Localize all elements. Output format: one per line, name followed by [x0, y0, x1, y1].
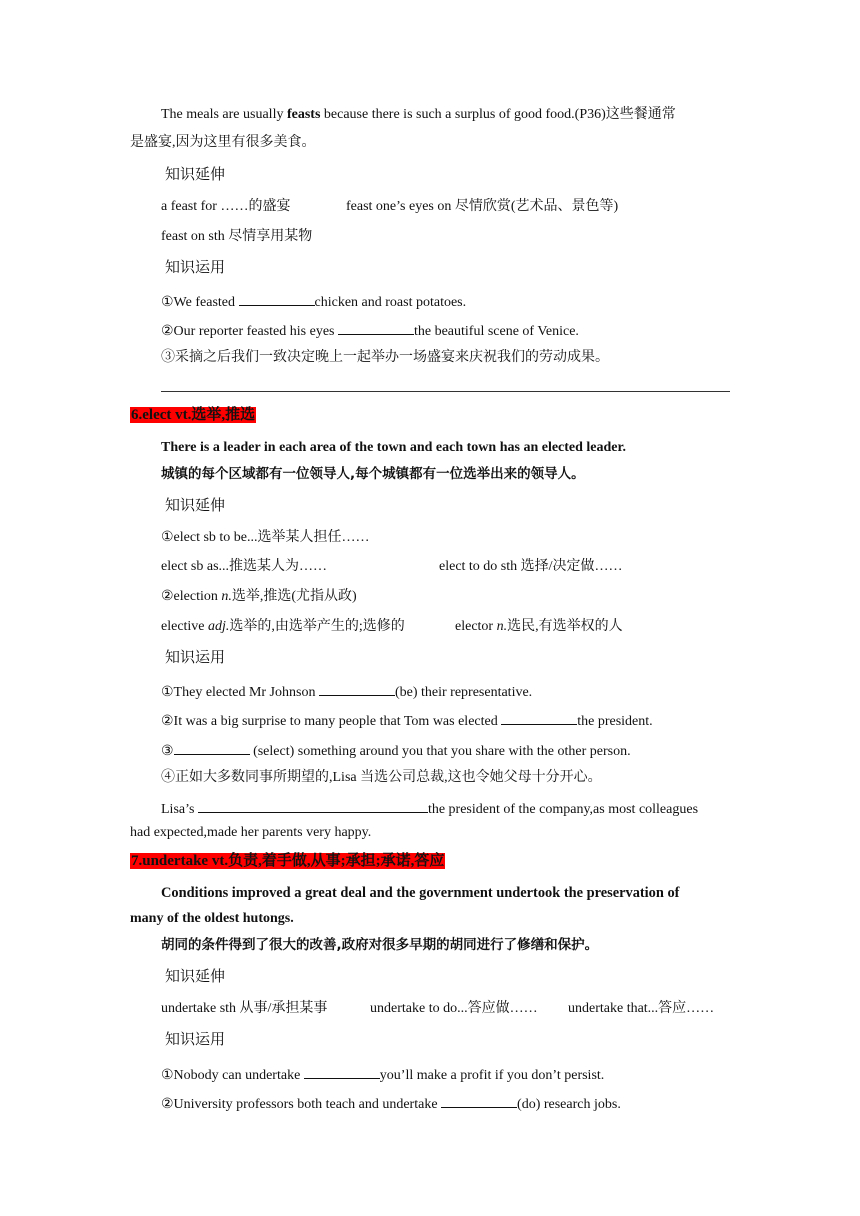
elect-ext-2b: elect to do sth 选择/决定做……	[439, 559, 623, 574]
keyword-feasts: feasts	[286, 107, 321, 122]
feast-example-line1	[161, 106, 676, 124]
elect-use-heading: 知识运用	[165, 648, 226, 666]
text: ②University professors both teach and undertake	[161, 1097, 442, 1112]
undertake-question-2	[161, 1093, 621, 1114]
answer-blank[interactable]	[198, 798, 428, 813]
feast-question-1	[161, 291, 466, 312]
undertake-ext-1b: undertake to do...答应做……	[370, 1001, 538, 1016]
undertake-example-en-line1: Conditions improved a great deal and the government undertook the preservation of	[161, 885, 680, 901]
elect-ext-2a: elect sb as...推选某人为……	[161, 559, 328, 574]
text: elective	[161, 619, 209, 634]
feast-extension-heading: 知识延伸	[165, 165, 226, 183]
text: 选民,有选举权的人	[507, 619, 623, 634]
text: 选举的,由选举产生的;选修的	[229, 619, 405, 634]
part-of-speech: n.	[496, 619, 508, 634]
feast-question-2	[161, 320, 579, 341]
elect-question-1	[161, 681, 532, 702]
elect-title	[130, 406, 256, 424]
text: the president of the company,as most colleagues	[427, 802, 699, 817]
text: Lisa’s	[161, 802, 198, 817]
text: The meals are usually	[161, 107, 287, 122]
text: elector	[455, 619, 497, 634]
text: you’ll make a profit if you don’t persist.	[379, 1068, 605, 1083]
section-title-highlight: 7.undertake vt.负责,着手做,从事;承担;承诺,答应	[131, 853, 445, 869]
answer-line[interactable]	[161, 391, 730, 392]
answer-blank[interactable]	[441, 1093, 517, 1108]
feast-ext-2: feast on sth 尽情享用某物	[161, 229, 313, 244]
undertake-ext-1a: undertake sth 从事/承担某事	[161, 1001, 328, 1016]
text: because there is such a surplus of good food.(P36)这些餐通常	[320, 107, 676, 122]
elect-question-4: ④正如大多数同事所期望的,Lisa 当选公司总裁,这也令她父母十分开心。	[161, 770, 602, 785]
part-of-speech: adj.	[208, 619, 230, 634]
elect-ext-4b	[455, 618, 623, 636]
feast-ext-1a: a feast for ……的盛宴	[161, 199, 291, 214]
elect-extension-heading: 知识延伸	[165, 496, 226, 514]
text: (do) research jobs.	[517, 1097, 621, 1112]
elect-question-5-line2: had expected,made her parents very happy.	[130, 825, 372, 840]
part-of-speech: n.	[221, 589, 232, 604]
undertake-extension-heading: 知识延伸	[165, 967, 226, 985]
text: ①They elected Mr Johnson	[161, 685, 319, 700]
elect-ext-3	[161, 588, 357, 606]
answer-blank[interactable]	[304, 1064, 380, 1079]
text: ②It was a big surprise to many people that Tom was elected	[161, 714, 502, 729]
answer-blank[interactable]	[239, 291, 315, 306]
feast-example-line2: 是盛宴,因为这里有很多美食。	[130, 135, 316, 150]
undertake-example-zh: 胡同的条件得到了很大的改善,政府对很多早期的胡同进行了修缮和保护。	[161, 937, 599, 953]
text: ②election	[161, 589, 222, 604]
undertake-ext-1c: undertake that...答应……	[568, 1001, 715, 1016]
feast-ext-1b: feast one’s eyes on 尽情欣赏(艺术品、景色等)	[346, 199, 619, 214]
answer-blank[interactable]	[319, 681, 395, 696]
feast-question-3: ③采摘之后我们一致决定晚上一起举办一场盛宴来庆祝我们的劳动成果。	[161, 350, 609, 365]
text: ③	[161, 744, 174, 759]
answer-blank[interactable]	[338, 320, 414, 335]
undertake-question-1	[161, 1064, 604, 1085]
undertake-title	[130, 852, 445, 870]
text: ①Nobody can undertake	[161, 1068, 304, 1083]
text: ②Our reporter feasted his eyes	[161, 324, 338, 339]
elect-question-5-line1	[161, 798, 698, 819]
elect-example-zh: 城镇的每个区域都有一位领导人,每个城镇都有一位选举出来的领导人。	[161, 466, 585, 482]
text: chicken and roast potatoes.	[314, 295, 467, 310]
text: the beautiful scene of Venice.	[413, 324, 579, 339]
text: 选举,推选(尤指从政)	[231, 589, 357, 604]
elect-question-3	[161, 740, 631, 761]
elect-ext-4a	[161, 618, 405, 636]
elect-ext-1: ①elect sb to be...选举某人担任……	[161, 530, 370, 545]
answer-blank[interactable]	[174, 740, 250, 755]
text: (be) their representative.	[394, 685, 533, 700]
text: the president.	[577, 714, 653, 729]
text: ①We feasted	[161, 295, 239, 310]
undertake-use-heading: 知识运用	[165, 1030, 226, 1048]
answer-blank[interactable]	[501, 710, 577, 725]
elect-example-en: There is a leader in each area of the town and each town has an elected leader.	[161, 440, 626, 455]
feast-use-heading: 知识运用	[165, 258, 226, 276]
section-title-highlight: 6.elect vt.选举,推选	[131, 407, 256, 423]
text: (select) something around you that you share with the other person.	[249, 744, 631, 759]
elect-question-2	[161, 710, 653, 731]
undertake-example-en-line2: many of the oldest hutongs.	[130, 911, 294, 926]
